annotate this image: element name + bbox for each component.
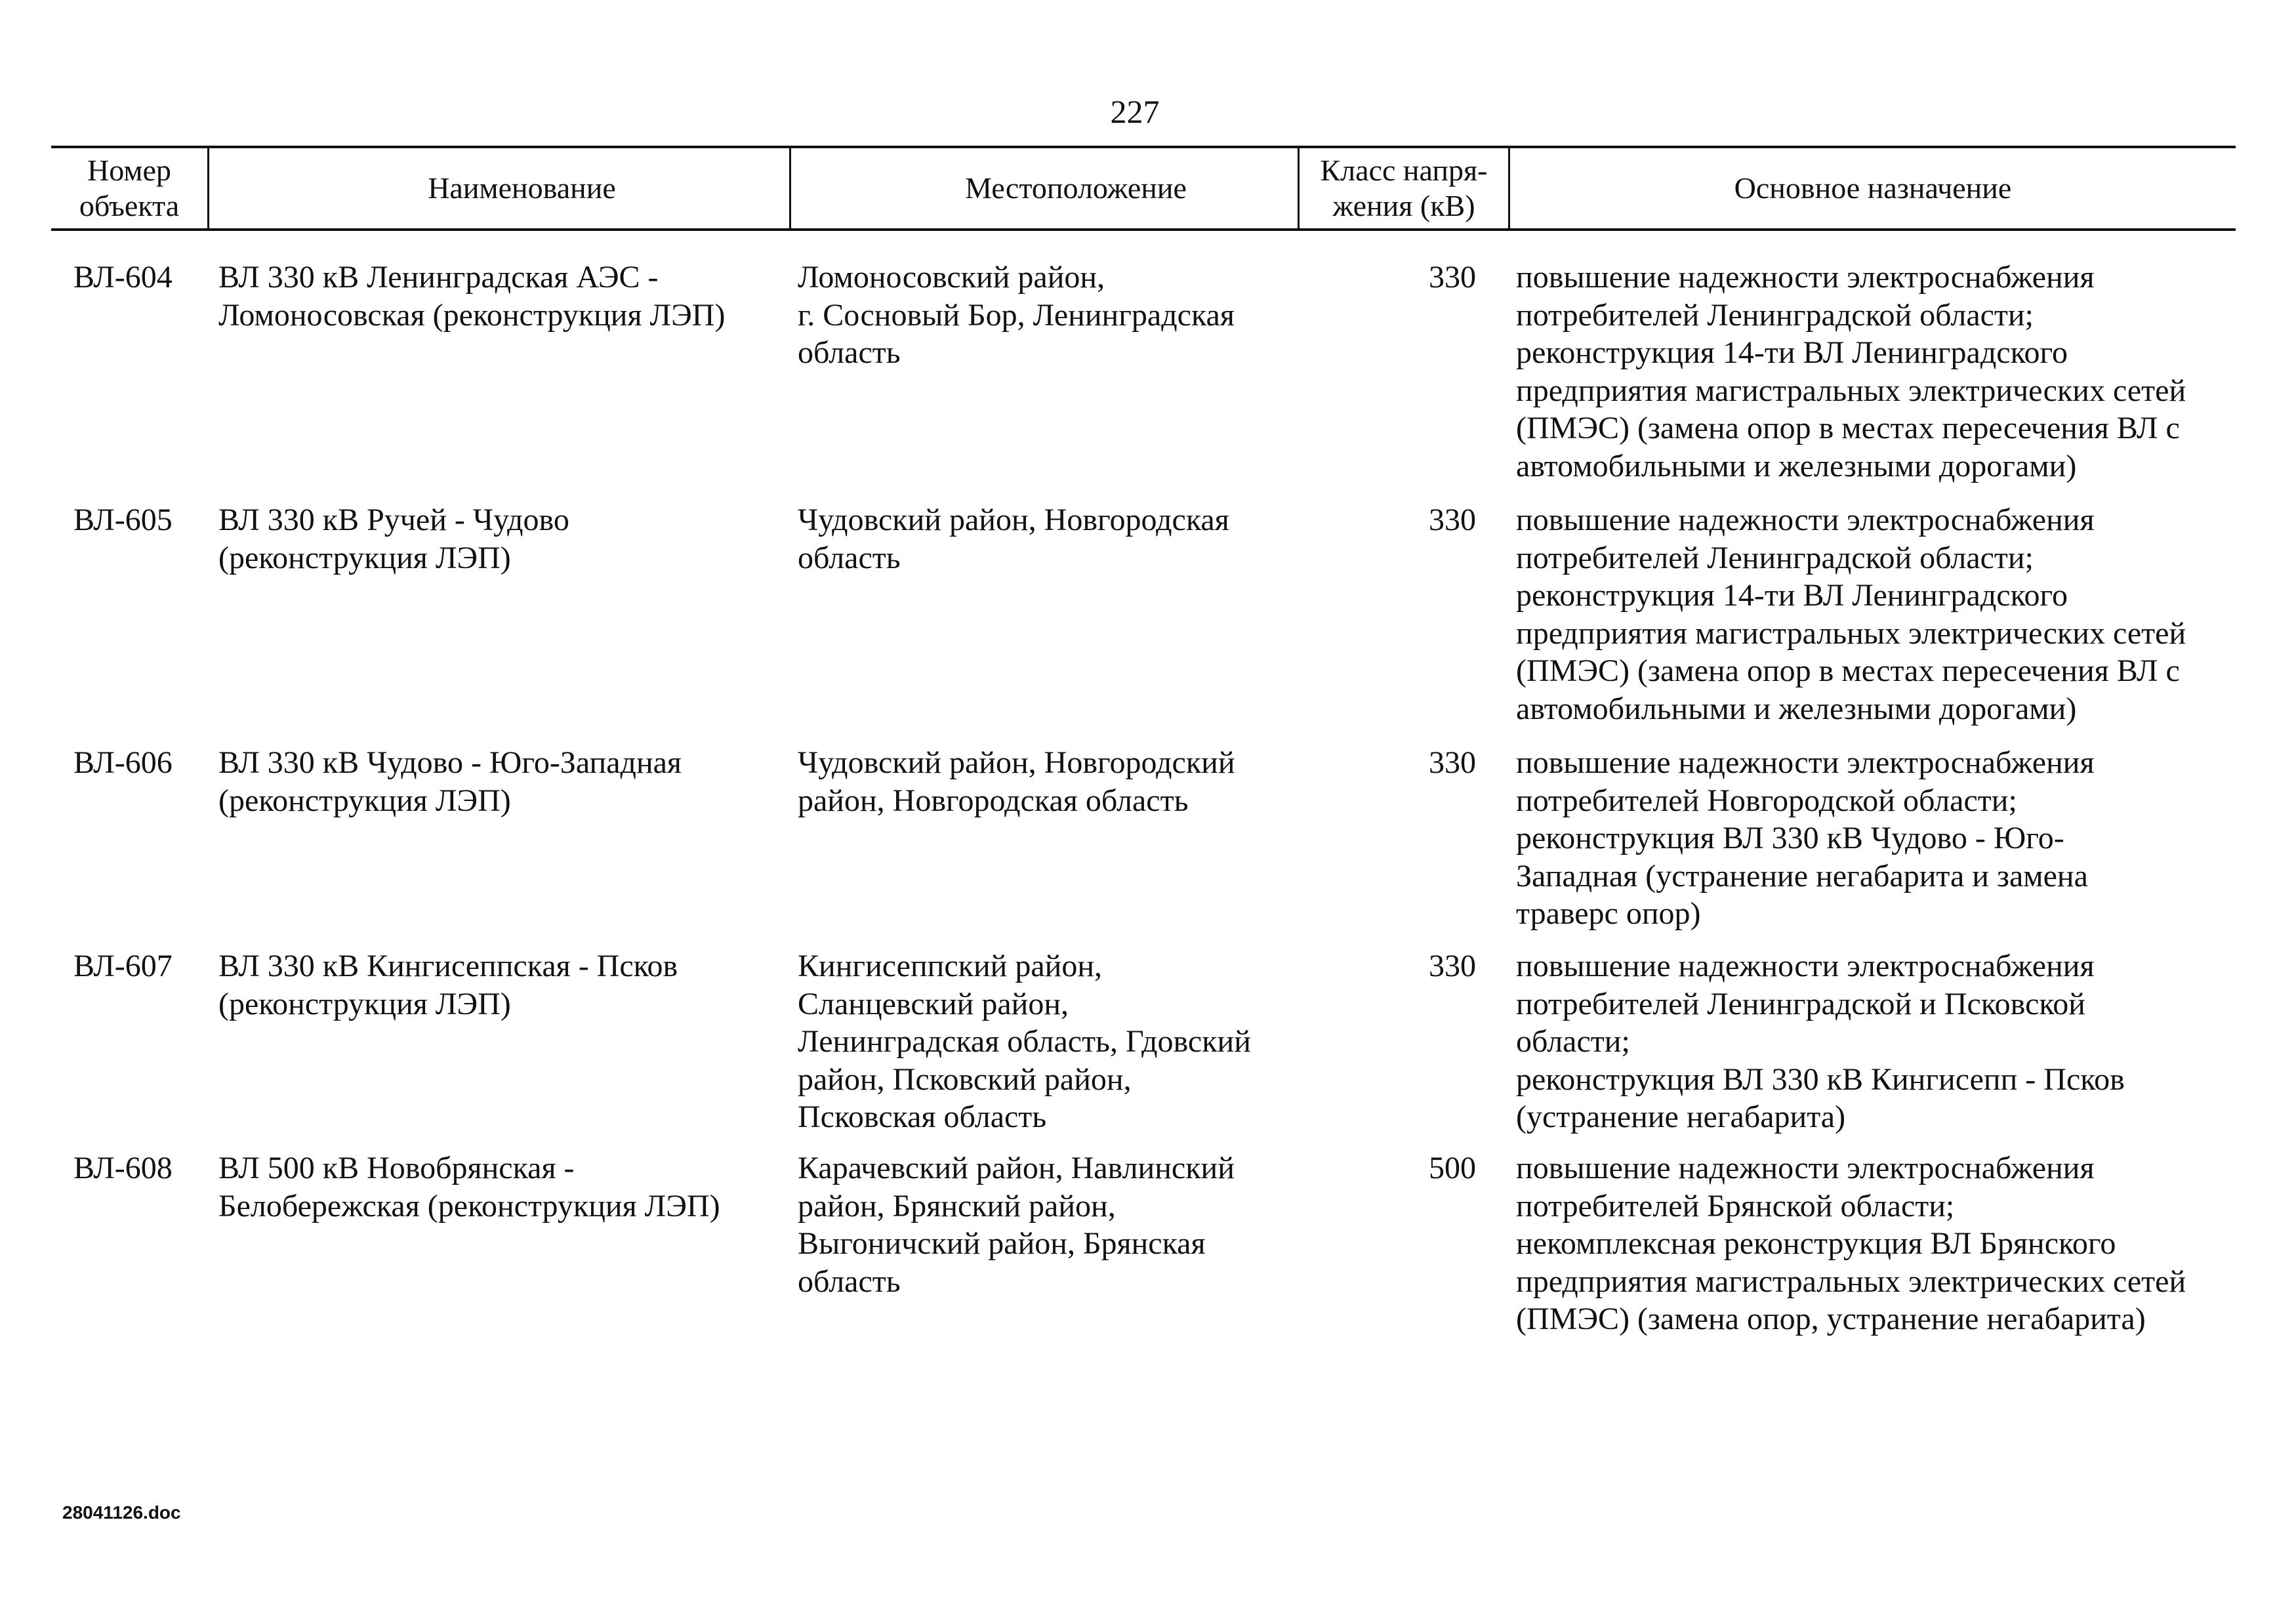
object-number: ВЛ-605 <box>73 503 173 537</box>
table-header <box>51 146 2236 231</box>
object-number: ВЛ-606 <box>73 745 173 780</box>
header-voltage: Класс напря- жения (кВ) <box>1320 154 1488 222</box>
object-name: ВЛ 330 кВ Кингисеппская - Псков (реконструкция ЛЭП) <box>218 949 678 1021</box>
object-location: Кингисеппский район, Сланцевский район, Ленинградская область, Гдовский район, Псковский район, Псковская область <box>798 949 1251 1134</box>
object-number: ВЛ-607 <box>73 949 173 983</box>
voltage-class: 500 <box>1429 1151 1476 1185</box>
objects-table <box>51 146 2236 1336</box>
object-purpose: повышение надежности электроснабжения потребителей Ленинградской области; реконструкция 14-ти ВЛ Ленинградского предприятия магистральных электрических сетей (ПМЭС) (замена опор в местах пересечения ВЛ с автомобильными и железными дорогами) <box>1516 260 2186 483</box>
header-location: Местоположение <box>965 171 1187 205</box>
object-purpose: повышение надежности электроснабжения потребителей Брянской области; некомплексная реконструкция ВЛ Брянского предприятия магистральных электрических сетей (ПМЭС) (замена опор, устранение негабарита) <box>1516 1151 2186 1336</box>
object-location: Карачевский район, Навлинский район, Брянский район, Выгоничский район, Брянская область <box>798 1151 1235 1299</box>
object-name: ВЛ 330 кВ Ручей - Чудово (реконструкция ЛЭП) <box>218 503 569 575</box>
object-name: ВЛ 500 кВ Новобрянская - Белобережская (реконструкция ЛЭП) <box>218 1151 720 1223</box>
voltage-class: 330 <box>1429 260 1476 295</box>
object-location: Чудовский район, Новгородская область <box>798 503 1229 575</box>
voltage-class: 330 <box>1429 949 1476 983</box>
object-purpose: повышение надежности электроснабжения потребителей Ленинградской области; реконструкция 14-ти ВЛ Ленинградского предприятия магистральных электрических сетей (ПМЭС) (замена опор в местах пересечения ВЛ с автомобильными и железными дорогами) <box>1516 503 2186 726</box>
voltage-class: 330 <box>1429 503 1476 537</box>
object-purpose: повышение надежности электроснабжения потребителей Новгородской области; реконструкция ВЛ 330 кВ Чудово - Юго- Западная (устранение негабарита и замена траверс опор) <box>1516 745 2095 931</box>
object-location: Ломоносовский район, г. Сосновый Бор, Ленинградская область <box>798 260 1235 370</box>
object-purpose: повышение надежности электроснабжения потребителей Ленинградской и Псковской области; реконструкция ВЛ 330 кВ Кингисепп - Псков (устранение негабарита) <box>1516 949 2125 1134</box>
header-name: Наименование <box>428 171 616 205</box>
object-name: ВЛ 330 кВ Чудово - Юго-Западная (реконструкция ЛЭП) <box>218 745 682 818</box>
page-number: 227 <box>1110 93 1160 130</box>
object-location: Чудовский район, Новгородский район, Новгородская область <box>798 745 1235 818</box>
object-name: ВЛ 330 кВ Ленинградская АЭС - Ломоносовская (реконструкция ЛЭП) <box>218 260 726 333</box>
header-purpose: Основное назначение <box>1734 171 2012 205</box>
object-number: ВЛ-604 <box>73 260 173 295</box>
object-number: ВЛ-608 <box>73 1151 173 1185</box>
voltage-class: 330 <box>1429 745 1476 780</box>
header-number: Номер объекта <box>79 154 180 222</box>
document-filename: 28041126.doc <box>62 1502 181 1523</box>
